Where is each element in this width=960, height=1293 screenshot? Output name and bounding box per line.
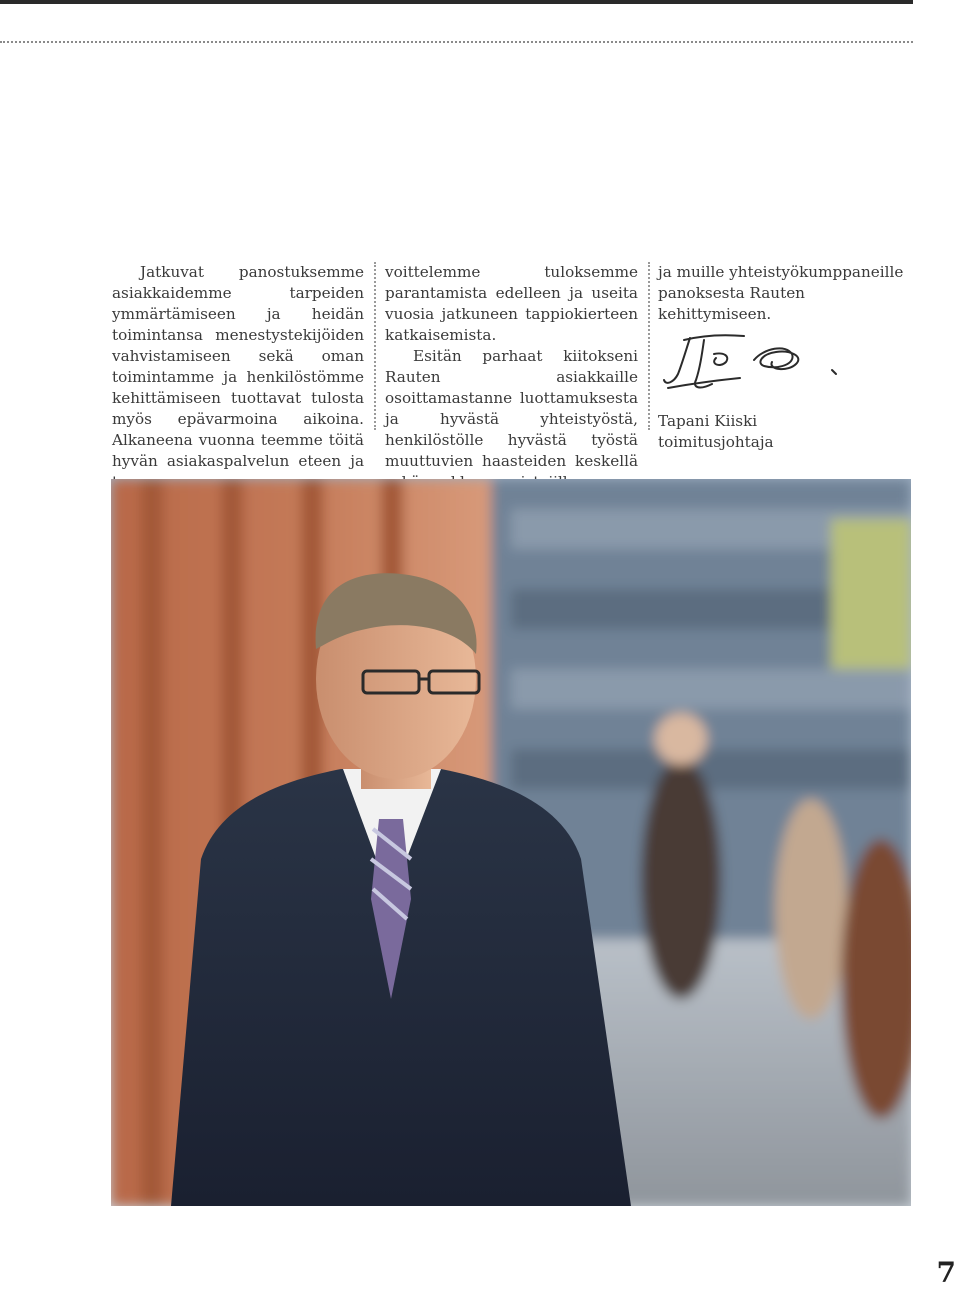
paragraph: Jatkuvat panostuksemme asiakkaidemme tarpeiden ymmärtämiseen ja heidän toimintansa menestystekijöiden vahvistamiseen sekä oman toimintamme ja henkilöstömme kehittämiseen tuottavat tulosta myös epävarmoina aikoina. Alkaneena vuonna teemme töitä hyvän asiakaspalvelun eteen ja bbox=[112, 263, 364, 470]
signer-name: Tapani Kiiski bbox=[658, 412, 758, 430]
top-rule bbox=[0, 0, 913, 4]
signature-icon bbox=[660, 330, 850, 392]
text-column-1 bbox=[112, 262, 364, 493]
column-divider bbox=[648, 262, 650, 430]
paragraph: voittelemme tuloksemme parantamista edelleen ja useita vuosia jatkuneen tappiokierteen katkaisemista. bbox=[385, 263, 638, 344]
paragraph: ja muille yhteistyökumppaneille panoksesta Rauten kehittymiseen. bbox=[658, 263, 904, 323]
paragraph: Esitän parhaat kiitokseni Rauten asiakkaille osoittamastanne luottamuksesta ja hyvästä yhteistyöstä, henkilöstölle hyvästä työstä muuttuvien haasteiden keskellä bbox=[385, 347, 638, 470]
portrait-photo bbox=[111, 479, 911, 1206]
dotted-rule bbox=[0, 41, 913, 43]
column-divider bbox=[374, 262, 376, 430]
page-number: 7 bbox=[936, 1256, 956, 1289]
text-column-2 bbox=[385, 262, 638, 493]
signer-title: toimitusjohtaja bbox=[658, 433, 774, 451]
